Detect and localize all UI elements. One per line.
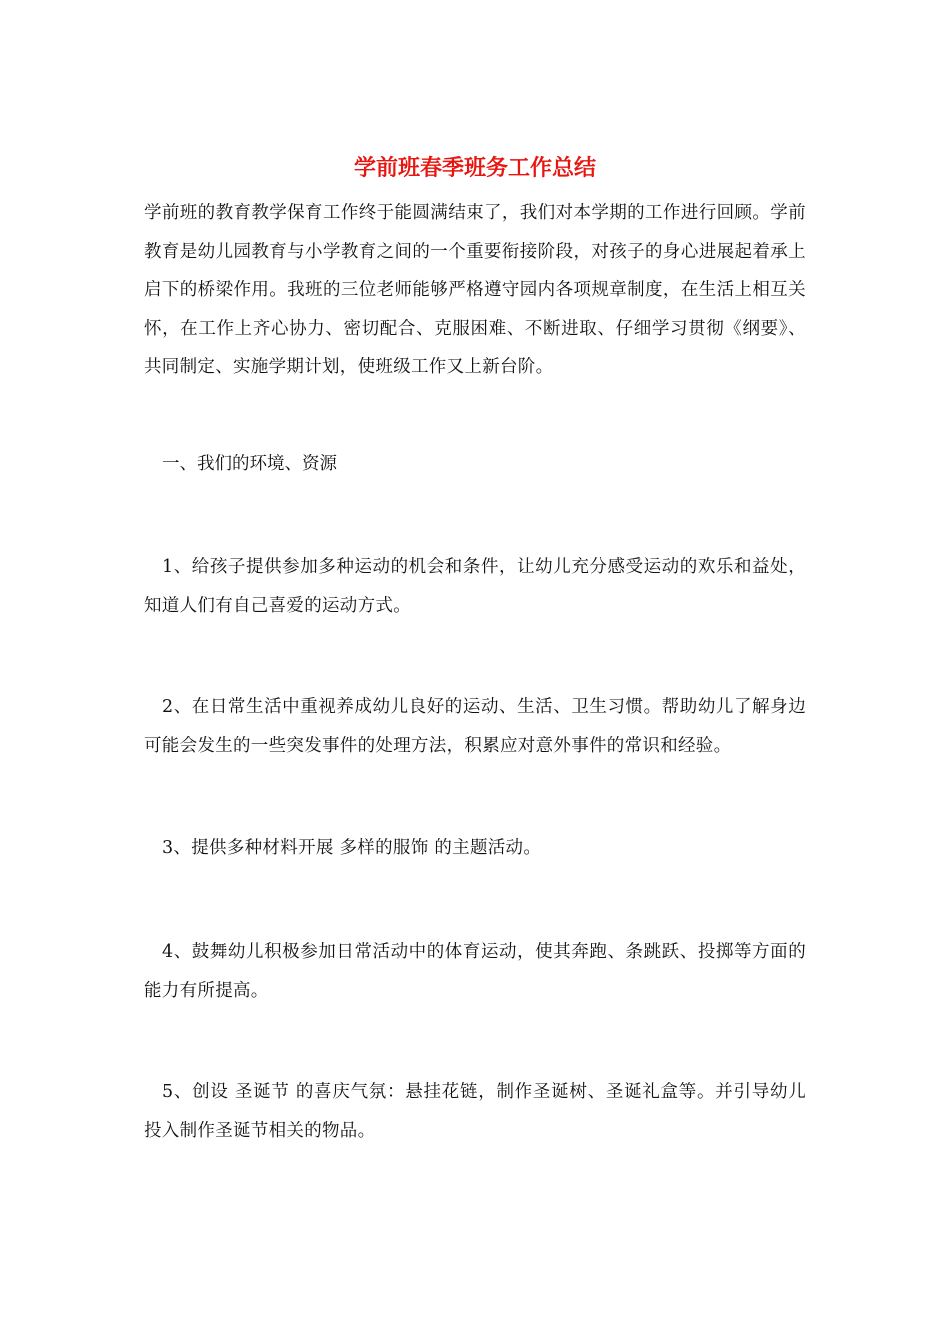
section-heading: 一、我们的环境、资源	[162, 454, 337, 474]
list-item-5: 5、创设 圣诞节 的喜庆气氛：悬挂花链，制作圣诞树、圣诞礼盒等。并引导幼儿投入制作圣诞节相关的物品。	[144, 1082, 806, 1141]
list-item-4: 4、鼓舞幼儿积极参加日常活动中的体育运动，使其奔跑、条跳跃、投掷等方面的能力有所提高。	[144, 942, 806, 1001]
document-title: 学前班春季班务工作总结	[353, 155, 596, 181]
list-item-3: 3、提供多种材料开展 多样的服饰 的主题活动。	[162, 838, 542, 858]
intro-paragraph: 学前班的教育教学保育工作终于能圆满结束了，我们对本学期的工作进行回顾。学前教育是幼儿园教育与小学教育之间的一个重要衔接阶段，对孩子的身心进展起着承上启下的桥梁作用。我班的三位老师能够严格遵守园内各项规章制度，在生活上相互关怀，在工作上齐心协力、密切配合、克服困难、不断进取、仔细学习贯彻《纲要》、共同制定、实施学期计划，使班级工作又上新台阶。	[144, 203, 806, 378]
list-item-2: 2、在日常生活中重视养成幼儿良好的运动、生活、卫生习惯。帮助幼儿了解身边可能会发生的一些突发事件的处理方法，积累应对意外事件的常识和经验。	[144, 697, 806, 756]
list-item-1: 1、给孩子提供参加多种运动的机会和条件，让幼儿充分感受运动的欢乐和益处，知道人们有自己喜爱的运动方式。	[144, 557, 806, 616]
